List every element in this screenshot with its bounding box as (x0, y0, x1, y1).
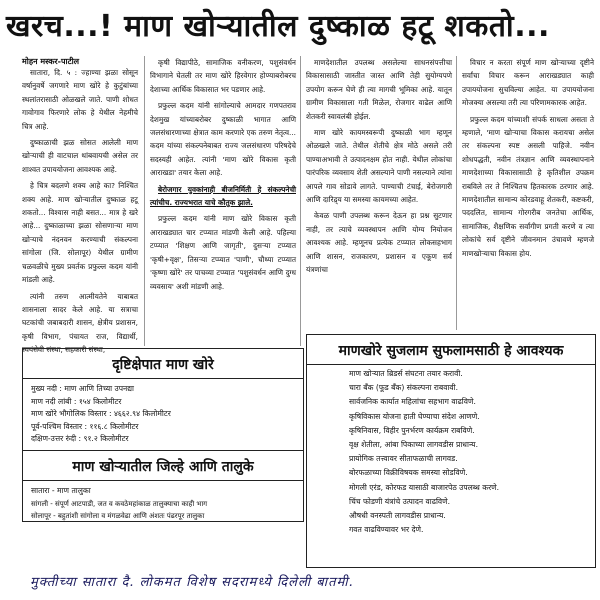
article-column-3 (306, 56, 452, 328)
facts-box (22, 348, 304, 522)
measure-item: प्रायोगिक तत्त्वावर सीताफळाची लागवड. (349, 454, 458, 464)
measures-box (306, 334, 596, 568)
measure-item: गवत वाढविण्यावर भर देणे. (349, 525, 424, 535)
measure-item: सार्वजनिक कार्यात महिलांचा सहभाग वाढविणे. (349, 397, 476, 407)
article-column-1 (22, 66, 138, 355)
measures-box-title: माणखोरे सुजलाम सुफलामसाठी हे आवश्यक (307, 335, 595, 365)
facts-list (23, 379, 303, 446)
column-divider (144, 56, 145, 346)
fact-item: मुख्य नदी : माण आणि तिच्या उपनद्या (31, 384, 134, 393)
article-paragraph: दुष्काळाची झळ सोसत आलेली माण खोऱ्याची ही वाटचाल थांबवायची असेल तर शाश्वत उपाययोजना आवश्यक आहे. (22, 138, 138, 174)
measure-item: औषधी वनस्पती लागवडीस प्राधान्य. (349, 511, 446, 521)
column-divider (300, 56, 301, 346)
underlined-passage: बेरोजगार युवकांनाही बीजनिर्मिती हे संकल्पनेची त्यांचीच. राज्यभरात याचे कौतुक झाले. (150, 184, 296, 208)
article-paragraph: माणदेशातील उपलब्ध असलेल्या साधनसंपत्तीचा विकासासाठी जास्तीत जास्त आणि तेही सुयोग्यपणे उपयोग करून घेणे ही त्या मागची भूमिका आहे. यातून ग्रामीण विकासाला गती मिळेल, रोजगार वाढेल आणि शेतकरी स्वावलंबी होईल. (306, 58, 452, 121)
district-item: सातारा - माण तालुका (31, 485, 91, 495)
fact-item: दक्षिण-उत्तर रुंदी : ९१.२ किलोमीटर (31, 434, 129, 444)
article-paragraph: हे चित्र बदलणे शक्य आहे का? निश्चित शक्य आहे. माण खोऱ्यातील दुष्काळ हटू शकतो... विश्वास नाही बसत... मात्र हे खरे आहे... दुष्काळाच्या झळा सोसणाऱ्या माण खोऱ्याचे नंदनवन करण्याची संकल्पना सांगोला (जि. सोलापूर) येथील ग्रामीण चळवळीचे मुख्य प्रवर्तक प्रफुल्ल कदम यांनी मांडली आहे. (22, 181, 138, 285)
article-paragraph: प्रफुल्ल कदम यांनी सांगोल्याचे आमदार गणपतराव देशमुख यांच्याबरोबर दुष्काळी भागात आणि जलसंधारणाच्या क्षेत्रात काम करणारे एक तरुण नेतृत्व... कदम यांच्या संकल्पनेबाबत राज्य जलसंधारण परिषदेचे सदस्यही आहेत. त्यांनी 'माण खोरे विकास कृती आराखडा' तयार केला आहे. (150, 101, 296, 178)
measures-list (307, 365, 595, 537)
headline: खरच...! माण खोऱ्यातील दुष्काळ हटू शकतो... (6, 9, 550, 44)
district-item: सांगली - संपूर्ण आटपाडी, जत व कवठेमहांकाळ तालुक्याचा काही भाग (31, 499, 208, 508)
measure-item: कृषिविकास योजना हाती घेण्याचा संदेश आणणे. (349, 411, 480, 421)
article-paragraph: प्रफुल्ल कदम यांच्याशी संपर्क साधला असता ते म्हणाले, 'माण खोऱ्याचा विकास करायचा असेल तर संकल्पना स्पष्ट असली पाहिजे. नवीन शोधपद्धती, नवीन तंत्रज्ञान आणि व्यवस्थापनाने माणदेशाच्या विकासासाठी हे कृतिशील उपक्रम राबविले तर ते निश्चितच हितकारक ठरणार आहे. माणदेशातील सामान्य कोरडवाहू शेतकरी, कष्टकरी, पददलित, सामान्य गोरगरीब जनतेचा आर्थिक, सामाजिक, शैक्षणिक सर्वांगीण प्रगती करणे व त्या लोकांचे सर्व दृष्टीने जीवनमान उंचावणे म्हणजे माणखोऱ्याचा विकास होय. (462, 114, 594, 258)
facts-box-title: दृष्टिक्षेपात माण खोरे (23, 349, 303, 379)
article-paragraph: कृषी विद्यापीठे, सामाजिक वनीकरण, पशुसंवर्धन विभागाने घेतली तर माण खोरे हिरवेगार होण्याबरोबरच देशाच्या आर्थिक विकासात भर पडणार आहे. (150, 58, 296, 94)
districts-subtitle: माण खोऱ्यातील जिल्हे आणि तालुके (23, 450, 303, 481)
measure-item: माण खोऱ्यात ब्रिडर्स संघटना तयार करावी. (349, 369, 463, 378)
districts-list (23, 481, 303, 523)
article-paragraph: माण खोरे कायमस्वरूपी दुष्काळी भाग म्हणून ओळखले जाते. तेथील शेतीचे क्षेत्र मोठे असले तरी पाण्याअभावी ते उत्पादनक्षम होत नाही. येथील लोकांचा पारंपरिक व्यवसाय शेती असल्याने पाणी नसल्याने त्यांना आपले गाव सोडावे लागते. पाण्याची टंचाई, बेरोजगारी आणि दारिद्र्य या समस्या कायमच्या आहेत. (306, 128, 452, 205)
measure-item: चारा बँक (फूड बँक) संकल्पना राबवावी. (349, 383, 459, 393)
article-paragraph: केवळ पाणी उपलब्ध करून देऊन हा प्रश्न सुटणार नाही, तर त्याचे व्यवस्थापन आणि योग्य नियोजन आवश्यक आहे. म्हणूनच प्रत्येक टप्प्यात लोकसहभाग आणि शासन, राजकारण, प्रशासन व एकूण सर्व यंत्रणांचा (306, 211, 452, 275)
fact-item: माण खोरे भौगोलिक विस्तार : ४६६२.९४ किलोमीटर (31, 409, 171, 419)
measure-item: बोरफळाच्या विक्रीविषयक समस्या सोडविणे. (349, 468, 468, 478)
article-paragraph: प्रफुल्ल कदम यांनी माण खोरे विकास कृती आराखड्यात चार टप्प्यात मांडणी केली आहे. पहिल्या टप्प्यात 'शिक्षण आणि जागृती', दुसऱ्या टप्प्यात 'कृषी+वृक्ष', तिसऱ्या टप्प्यात 'पाणी', चौथ्या टप्प्यात 'कृष्णा खोरे' तर पाचव्या टप्प्यात 'पशुसंवर्धन आणि दुग्ध व्यवसाय' अशी मांडणी आहे. (150, 214, 296, 291)
article-column-4 (462, 56, 594, 334)
article-column-2 (150, 56, 296, 356)
measure-item: वृक्ष शेतीला, आंबा पिकाच्या लागवडीस प्राधान्य. (349, 440, 479, 450)
measure-item: कृषिनिवास, विहीर पुनर्भरण कार्यक्रम राबविणे. (349, 425, 475, 435)
article-paragraph: विचार न करता संपूर्ण माण खोऱ्याच्या दृष्टीने सर्वांचा विचार करून आराखड्यात काही उपाययोजना सुचविल्या आहेत. या उपाययोजना मोजक्या असल्या तरी त्या परिणामकारक आहेत. (462, 58, 594, 108)
fact-item: पूर्व-पश्चिम विस्तार : ११६.८ किलोमीटर (31, 421, 139, 431)
column-divider (456, 56, 457, 330)
article-paragraph: त्यांनी तरुण आत्मीयतेने याबाबत शासनाला सादर केले आहे. या सत्राचा घटकांची जबाबदारी शासन, क्षेत्रीय प्रशासन, कृषी विभाग, पंचायत राज, विद्यार्थी, स्वयंसेवी संस्था, सहकारी संस्था, (22, 291, 138, 355)
byline: मोहन मस्कर-पाटील (22, 57, 80, 66)
district-item: सोलापूर - बहुतांशी सांगोला व मंगळवेढा आणि अंशतः पंढरपूर तालुका (31, 512, 205, 521)
handwritten-note: मुक्तीच्या सातारा दै. लोकमत विशेष सदरामध्ये दिलेली बातमी. (30, 575, 354, 590)
measure-item: मोगली एरंड, कोरफड यासाठी बाजारपेठ उपलब्ध करणे. (349, 482, 500, 492)
fact-item: माण नदी लांबी : १५४ किलोमीटर (31, 396, 122, 406)
article-paragraph: सातारा, दि. ५ : ज्हाण्या झळा सोसून वर्षानुवर्षे जगणारे माण खोरे हे कुटुंबांच्या स्थलांतरासाठी ओळखले जाते. पाणी शोधत गावोगाव फिरणारे लोक हे येथील नेहमीचे चित्र आहे. (22, 68, 138, 131)
measure-item: चिंच फोडणी यंत्रांचे उत्पादन वाढविणे. (349, 496, 451, 506)
